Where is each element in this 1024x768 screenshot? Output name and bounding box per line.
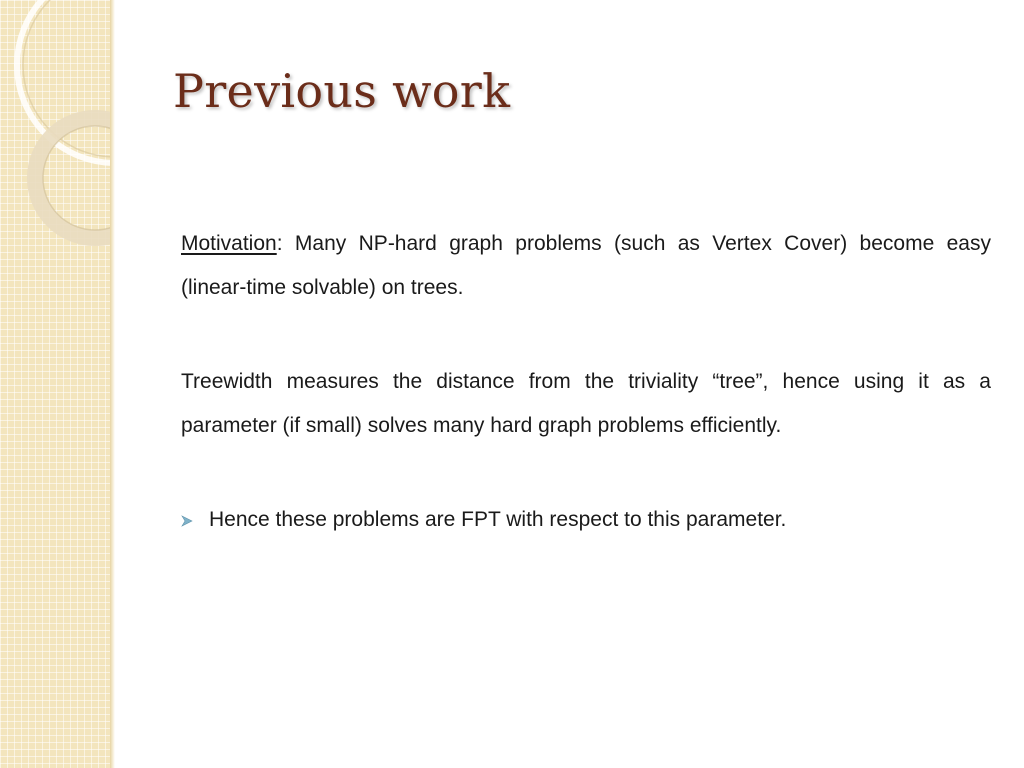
slide-title: Previous work [173,64,511,118]
motivation-paragraph [181,222,991,310]
decorative-sidebar [0,0,113,768]
treewidth-paragraph: Treewidth measures the distance from the triviality “tree”, hence using it as a parameter (if small) solves many hard graph problems efficiently. [181,370,991,437]
slide-body [181,222,991,542]
motivation-separator: : [276,232,283,255]
motivation-text: Many NP-hard graph problems (such as Vertex Cover) become easy (linear-time solvable) on trees. [181,232,991,299]
bullet-text: Hence these problems are FPT with respect to this parameter. [209,508,787,531]
bullet-item [181,498,991,542]
motivation-label: Motivation [181,232,277,255]
decorative-rings-icon [0,0,113,260]
arrow-bullet-icon [181,514,209,526]
sidebar-edge [110,0,115,768]
